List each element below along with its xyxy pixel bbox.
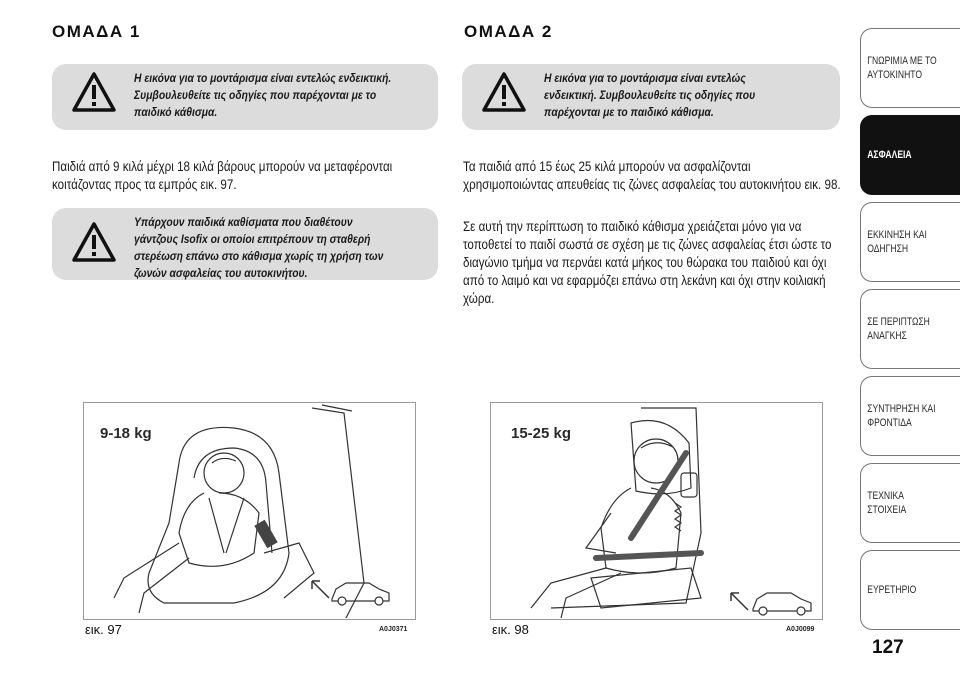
tab-label: ΤΕΧΝΙΚΑ ΣΤΟΙΧΕΙΑ [867, 490, 907, 516]
figure-98-caption: εικ. 98 [492, 622, 529, 637]
left-warning-text-2: Υπάρχουν παιδικά καθίσματα που διαθέτουν γάντζους Isofix οι οποίοι επιτρέπουν τη σταθερή στερέωση επάνω στο κάθισμα χωρίς τη χρήση των ζωνών ασφαλείας του αυτοκινήτου. [134, 215, 384, 280]
figure-97-weight: 9-18 kg [100, 425, 152, 442]
figure-98 [490, 402, 823, 620]
figure-97 [83, 402, 416, 620]
right-paragraph-2: Σε αυτή την περίπτωση το παιδικό κάθισμα χρειάζεται μόνο για να τοποθετεί το παιδί σωστά σε σχέση με τις ζώνες ασφαλείας έτσι ώστε το διαγώνιο τμήμα να περνάει κατά μήκος του θώρακα του παιδιού και όχι από το λαιμό και να εφαρμόζει επάνω στη λεκάνη και όχι στην κοιλιακή χώρα. [463, 219, 832, 306]
left-warning-box-2 [52, 208, 438, 280]
warning-triangle-icon [482, 72, 526, 112]
right-warning-text: Η εικόνα για το μοντάρισμα είναι εντελώς ενδεικτική. Συμβουλευθείτε τις οδηγίες που παρέχονται με το παιδικό κάθισμα. [544, 71, 756, 119]
tab-label: ΓΝΩΡΙΜΙΑ ΜΕ ΤΟ ΑΥΤΟΚΙΝΗΤΟ [867, 55, 937, 81]
tab-label: ΑΣΦΑΛΕΙΑ [867, 149, 912, 161]
figure-98-weight: 15-25 kg [511, 425, 572, 442]
booster-seat-illustration [491, 403, 823, 620]
left-paragraph: Παιδιά από 9 κιλά μέχρι 18 κιλά βάρους μπορούν να μεταφέρονται κοιτάζοντας προς τα εμπρός εικ. 97. [52, 159, 393, 192]
figure-98-code: A0J0099 [786, 626, 815, 633]
tab-safety[interactable] [860, 115, 960, 195]
page-number: 127 [872, 637, 904, 658]
tab-label: ΣΕ ΠΕΡΙΠΤΩΣΗ ΑΝΑΓΚΗΣ [867, 316, 930, 342]
right-heading: ΟΜΑΔΑ 2 [464, 22, 553, 41]
left-warning-box-1 [52, 64, 438, 130]
tab-technical-data[interactable] [860, 463, 960, 543]
left-heading: ΟΜΑΔΑ 1 [52, 22, 141, 41]
tab-starting-driving[interactable] [860, 202, 960, 282]
tab-label: ΣΥΝΤΗΡΗΣΗ ΚΑΙ ΦΡΟΝΤΙΔΑ [867, 403, 936, 429]
right-paragraph-1: Τα παιδιά από 15 έως 25 κιλά μπορούν να ασφαλίζονται χρησιμοποιώντας απευθείας τις ζώνες ασφαλείας του αυτοκινήτου εικ. 98. [463, 159, 841, 192]
figure-97-code: A0J0371 [379, 626, 408, 633]
warning-triangle-icon [72, 222, 116, 262]
tab-index[interactable] [860, 550, 960, 630]
left-warning-text-1: Η εικόνα για το μοντάρισμα είναι εντελώς ενδεικτική. Συμβουλευθείτε τις οδηγίες που παρέχονται με το παιδικό κάθισμα. [134, 71, 392, 119]
tab-label: ΕΚΚΙΝΗΣΗ ΚΑΙ ΟΔΗΓΗΣΗ [867, 229, 927, 255]
tab-label: ΕΥΡΕΤΗΡΙΟ [867, 584, 917, 596]
child-seat-illustration [84, 403, 416, 620]
right-warning-box [462, 64, 840, 130]
figure-97-caption: εικ. 97 [85, 622, 122, 637]
warning-triangle-icon [72, 72, 116, 112]
tab-maintenance[interactable] [860, 376, 960, 456]
tab-getting-to-know[interactable] [860, 28, 960, 108]
tab-emergency[interactable] [860, 289, 960, 369]
